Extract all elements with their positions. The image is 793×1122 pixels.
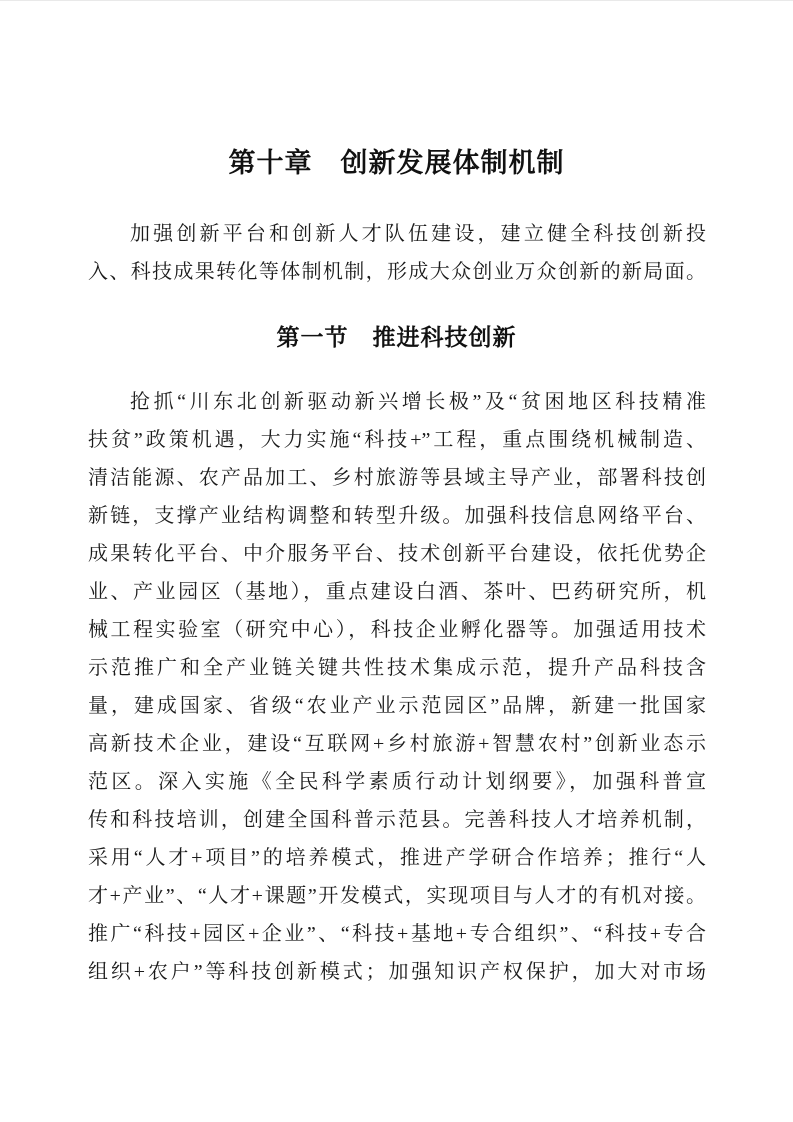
body-line: 示范推广和全产业链关键共性技术集成示范，提升产品科技含 [88,657,706,679]
body-line: 组织+农户”等科技创新模式；加强知识产权保护，加大对市场 [88,961,706,983]
body-line: 传和科技培训，创建全国科普示范县。完善科技人才培养机制， [88,809,706,831]
body-line: 扶贫”政策机遇，大力实施“科技+”工程，重点围绕机械制造、 [88,429,706,451]
body-line: 才+产业”、“人才+课题”开发模式，实现项目与人才的有机对接。 [88,885,706,907]
section-body-paragraph [88,383,706,991]
body-line: 量，建成国家、省级“农业产业示范园区”品牌，新建一批国家 [88,695,706,717]
body-line: 械工程实验室（研究中心），科技企业孵化器等。加强适用技术 [88,619,706,641]
body-line: 抢抓“川东北创新驱动新兴增长极”及“贫困地区科技精准 [130,391,706,413]
intro-line: 入、科技成果转化等体制机制，形成大众创业万众创新的新局面。 [88,261,706,283]
body-line: 新链，支撑产业结构调整和转型升级。加强科技信息网络平台、 [88,505,706,527]
body-line: 推广“科技+园区+企业”、“科技+基地+专合组织”、“科技+专合 [88,923,706,945]
body-line: 成果转化平台、中介服务平台、技术创新平台建设，依托优势企 [88,543,706,565]
body-line: 业、产业园区（基地），重点建设白酒、茶叶、巴药研究所，机 [88,581,706,603]
body-line: 清洁能源、农产品加工、乡村旅游等县域主导产业，部署科技创 [88,467,706,489]
body-line: 范区。深入实施《全民科学素质行动计划纲要》，加强科普宣 [88,771,706,793]
intro-paragraph [88,215,706,291]
body-line: 采用“人才+项目”的培养模式，推进产学研合作培养；推行“人 [88,847,706,869]
body-line: 高新技术企业，建设“互联网+乡村旅游+智慧农村”创新业态示 [88,733,706,755]
chapter-title: 第十章 创新发展体制机制 [228,148,565,178]
intro-line: 加强创新平台和创新人才队伍建设，建立健全科技创新投 [130,223,706,245]
section-title: 第一节 推进科技创新 [276,325,517,350]
